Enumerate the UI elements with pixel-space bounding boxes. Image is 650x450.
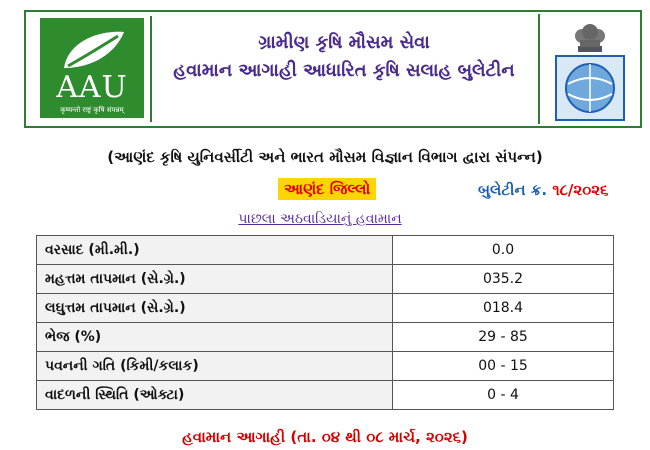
header-title-line1: ગ્રામીણ કૃષિ મૌસમ સેવા	[258, 32, 430, 53]
table-row	[37, 236, 614, 265]
table-row	[37, 352, 614, 381]
weather-value: 29 - 85	[393, 323, 614, 352]
imd-globe-icon	[554, 54, 626, 122]
table-row	[37, 265, 614, 294]
weather-value: 018.4	[393, 294, 614, 323]
aau-motto: कृष्यन्तो राष्ट्रं कृषि संपन्नम्	[60, 106, 124, 114]
aau-logo-badge	[40, 18, 144, 118]
leaf-icon	[58, 28, 128, 74]
imd-logo	[538, 14, 640, 124]
bulletin-subtitle: (આણંદ કૃષિ યુનિવર્સીટી અને ભારત મૌસમ વિજ્ઞાન વિભાગ દ્વારા સંપન્ન)	[107, 148, 543, 166]
weather-label: લઘુત્તમ તાપમાન (સે.ગ્રે.)	[37, 294, 393, 323]
weather-value: 0 - 4	[393, 381, 614, 410]
weather-label: વરસાદ (મી.મી.)	[37, 236, 393, 265]
forecast-heading: હવામાન આગાહી (તા. ૦૪ થી ૦૮ માર્ચ, ૨૦૨૬)	[182, 428, 468, 446]
table-row	[37, 294, 614, 323]
bulletin-number	[478, 181, 608, 199]
weather-value: 0.0	[393, 236, 614, 265]
bulletin-number-value: ૧૮/૨૦૨૬	[552, 181, 609, 199]
weather-table	[36, 235, 614, 410]
weather-value: 00 - 15	[393, 352, 614, 381]
weather-label: વાદળની સ્થિતિ (ઓક્ટા)	[37, 381, 393, 410]
weather-label: મહત્તમ તાપમાન (સે.ગ્રે.)	[37, 265, 393, 294]
district-name: આણંદ જિલ્લો	[278, 178, 376, 200]
table-row	[37, 323, 614, 352]
weather-label: ભેજ (%)	[37, 323, 393, 352]
previous-week-heading: પાછલા અઠવાડિયાનું હવામાન	[238, 211, 402, 227]
aau-logo-text: AAU	[56, 70, 128, 105]
table-row	[37, 381, 614, 410]
state-emblem-icon	[570, 18, 610, 56]
bulletin-label: બુલેટીન ક્ર.	[478, 181, 548, 199]
header-title-block	[152, 12, 536, 126]
aau-logo	[34, 16, 152, 122]
bulletin-header	[24, 10, 642, 128]
header-title-line2: હવામાન આગાહી આધારિત કૃષિ સલાહ બુલેટીન	[173, 60, 515, 81]
weather-label: પવનની ગતિ (કિમી/કલાક)	[37, 352, 393, 381]
weather-value: 035.2	[393, 265, 614, 294]
